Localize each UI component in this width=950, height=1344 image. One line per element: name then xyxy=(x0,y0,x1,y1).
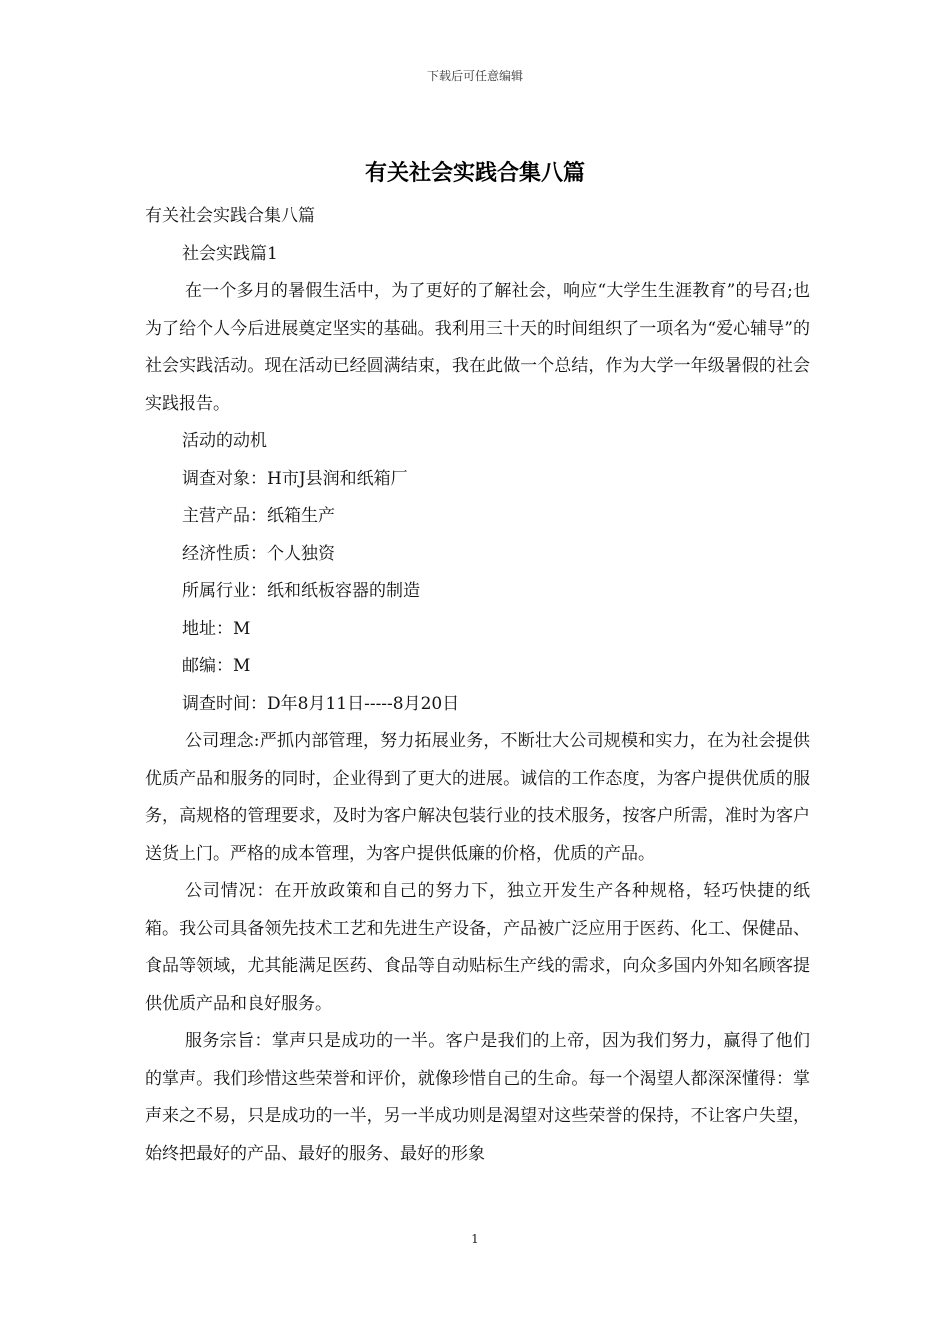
service-paragraph: 服务宗旨：掌声只是成功的一半。客户是我们的上帝，因为我们努力，赢得了他们的掌声。我们珍惜这些荣誉和评价，就像珍惜自己的生命。每一个渴望人都深深懂得：掌声来之不易，只是成功的一半，另一半成功则是渴望对这些荣誉的保持，不让客户失望，始终把最好的产品、最好的服务、最好的形象 xyxy=(145,1031,810,1164)
intro-paragraph: 在一个多月的暑假生活中，为了更好的了解社会，响应“大学生生涯教育”的号召;也为了给个人今后进展奠定坚实的基础。我利用三十天的时间组织了一项名为“爱心辅导”的社会实践活动。现在活动已经圆满结束，我在此做一个总结，作为大学一年级暑假的社会实践报告。 xyxy=(145,281,810,414)
section-heading: 社会实践篇1 xyxy=(182,243,278,264)
info-line-postcode: 邮编：M xyxy=(182,656,251,676)
info-line-address: 地址：M xyxy=(182,618,251,639)
document-subtitle: 有关社会实践合集八篇 xyxy=(145,206,315,226)
situation-paragraph: 公司情况：在开放政策和自己的努力下，独立开发生产各种规格，轻巧快捷的纸箱。我公司具备领先技术工艺和先进生产设备，产品被广泛应用于医药、化工、保健品、食品等领域，尤其能满足医药、食品等自动贴标生产线的需求，向众多国内外知名顾客提供优质产品和良好服务。 xyxy=(145,881,810,1014)
info-line-industry: 所属行业：纸和纸板容器的制造 xyxy=(182,581,420,601)
page-header-note: 下载后可任意编辑 xyxy=(426,69,523,83)
motive-heading: 活动的动机 xyxy=(182,431,267,451)
info-line-product: 主营产品：纸箱生产 xyxy=(182,506,335,526)
info-line-survey-time: 调查时间：D年8月11日-----8月20日 xyxy=(182,693,460,714)
page-number: 1 xyxy=(471,1232,479,1246)
philosophy-paragraph: 公司理念:严抓内部管理，努力拓展业务，不断壮大公司规模和实力，在为社会提供优质产品和服务的同时，企业得到了更大的进展。诚信的工作态度，为客户提供优质的服务，高规格的管理要求，及时为客户解决包装行业的技术服务，按客户所需，准时为客户送货上门。严格的成本管理，为客户提供低廉的价格，优质的产品。 xyxy=(145,731,810,864)
info-line-subject: 调查对象：H市J县润和纸箱厂 xyxy=(182,468,408,489)
info-line-ownership: 经济性质：个人独资 xyxy=(182,543,335,564)
document-title: 有关社会实践合集八篇 xyxy=(364,160,585,186)
document-body xyxy=(145,198,810,1173)
